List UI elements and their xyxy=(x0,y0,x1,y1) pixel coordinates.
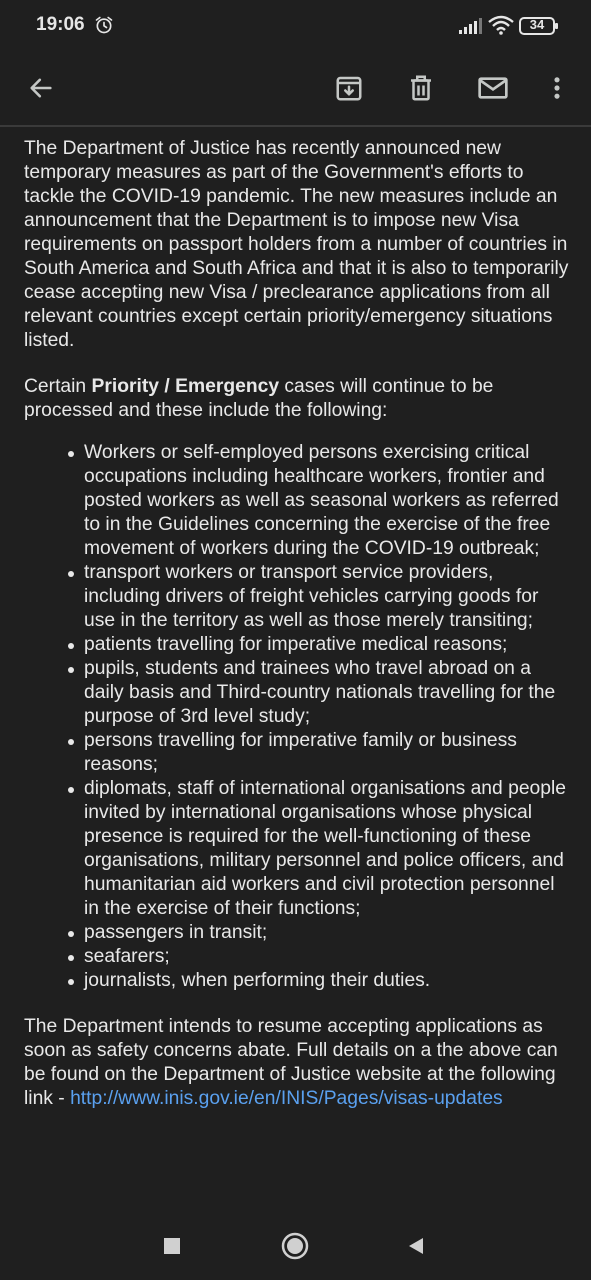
battery-level: 34 xyxy=(529,17,545,32)
list-item: passengers in transit; xyxy=(84,921,569,945)
list-item: pupils, students and trainees who travel abroad on a daily basis and Third-country nationals travelling for the purpose of 3rd level study; xyxy=(84,657,569,729)
email-toolbar xyxy=(0,52,591,126)
signal-icon xyxy=(458,18,482,34)
list-item: patients travelling for imperative medical reasons; xyxy=(84,633,569,657)
priority-emphasis: Priority / Emergency xyxy=(91,376,280,397)
recents-square-icon xyxy=(162,1236,182,1256)
closing-paragraph xyxy=(24,1015,569,1111)
mail-icon xyxy=(477,72,509,104)
list-item: seafarers; xyxy=(84,945,569,969)
priority-text-before: Certain xyxy=(24,376,92,397)
archive-icon xyxy=(334,73,364,103)
closing-text: The Department intends to resume accepting applications as soon as safety concerns abate. Full details on a the above can be found on the Department of Justice website at the following link - xyxy=(24,1016,558,1109)
list-item: diplomats, staff of international organisations and people invited by international organisations whose physical presence is required for the well-functioning of these organisations, military personnel and police officers, and humanitarian aid workers and civil protection personnel in the exercise of their functions; xyxy=(84,777,569,921)
intro-paragraph: The Department of Justice has recently announced new temporary measures as part of the Government's efforts to tackle the COVID-19 pandemic. The new measures include an announcement that the Department is to impose new Visa requirements on passport holders from a number of countries in South America and South Africa and that it is also to temporarily cease accepting new Visa / preclearance applications from all relevant countries except certain priority/emergency situations listed. xyxy=(24,138,569,351)
alarm-icon xyxy=(94,15,114,35)
visa-updates-link[interactable]: http://www.inis.gov.ie/en/INIS/Pages/visas-updates xyxy=(70,1088,503,1109)
list-item: Workers or self-employed persons exercising critical occupations including healthcare workers, frontier and posted workers as well as seasonal workers as referred to in the Guidelines concerning the exercise of the free movement of workers during the COVID-19 outbreak; xyxy=(84,441,569,561)
back-triangle-icon xyxy=(405,1235,427,1257)
back-button[interactable] xyxy=(18,65,64,111)
status-bar xyxy=(0,0,591,52)
more-options-button[interactable] xyxy=(534,65,580,111)
priority-cases-list xyxy=(24,441,569,993)
list-item: persons travelling for imperative family or business reasons; xyxy=(84,729,569,777)
priority-paragraph xyxy=(24,375,569,423)
system-nav-bar xyxy=(0,1210,591,1280)
list-item: transport workers or transport service providers, including drivers of freight vehicles carrying goods for use in the territory as well as those merely transiting; xyxy=(84,561,569,633)
recents-button[interactable] xyxy=(152,1226,192,1266)
toolbar-divider xyxy=(0,125,591,127)
priority-text-after: cases will continue to be processed and these include the following: xyxy=(24,376,494,421)
back-arrow-icon xyxy=(27,74,55,102)
list-item: journalists, when performing their duties. xyxy=(84,969,569,993)
home-circle-icon xyxy=(280,1231,310,1261)
archive-button[interactable] xyxy=(326,65,372,111)
status-time: 19:06 xyxy=(36,14,85,35)
delete-icon xyxy=(406,73,436,103)
wifi-icon xyxy=(488,15,514,35)
email-body xyxy=(24,137,569,1111)
more-vert-icon xyxy=(543,74,571,102)
system-back-button[interactable] xyxy=(396,1226,436,1266)
delete-button[interactable] xyxy=(398,65,444,111)
home-button[interactable] xyxy=(275,1226,315,1266)
mark-unread-button[interactable] xyxy=(470,65,516,111)
